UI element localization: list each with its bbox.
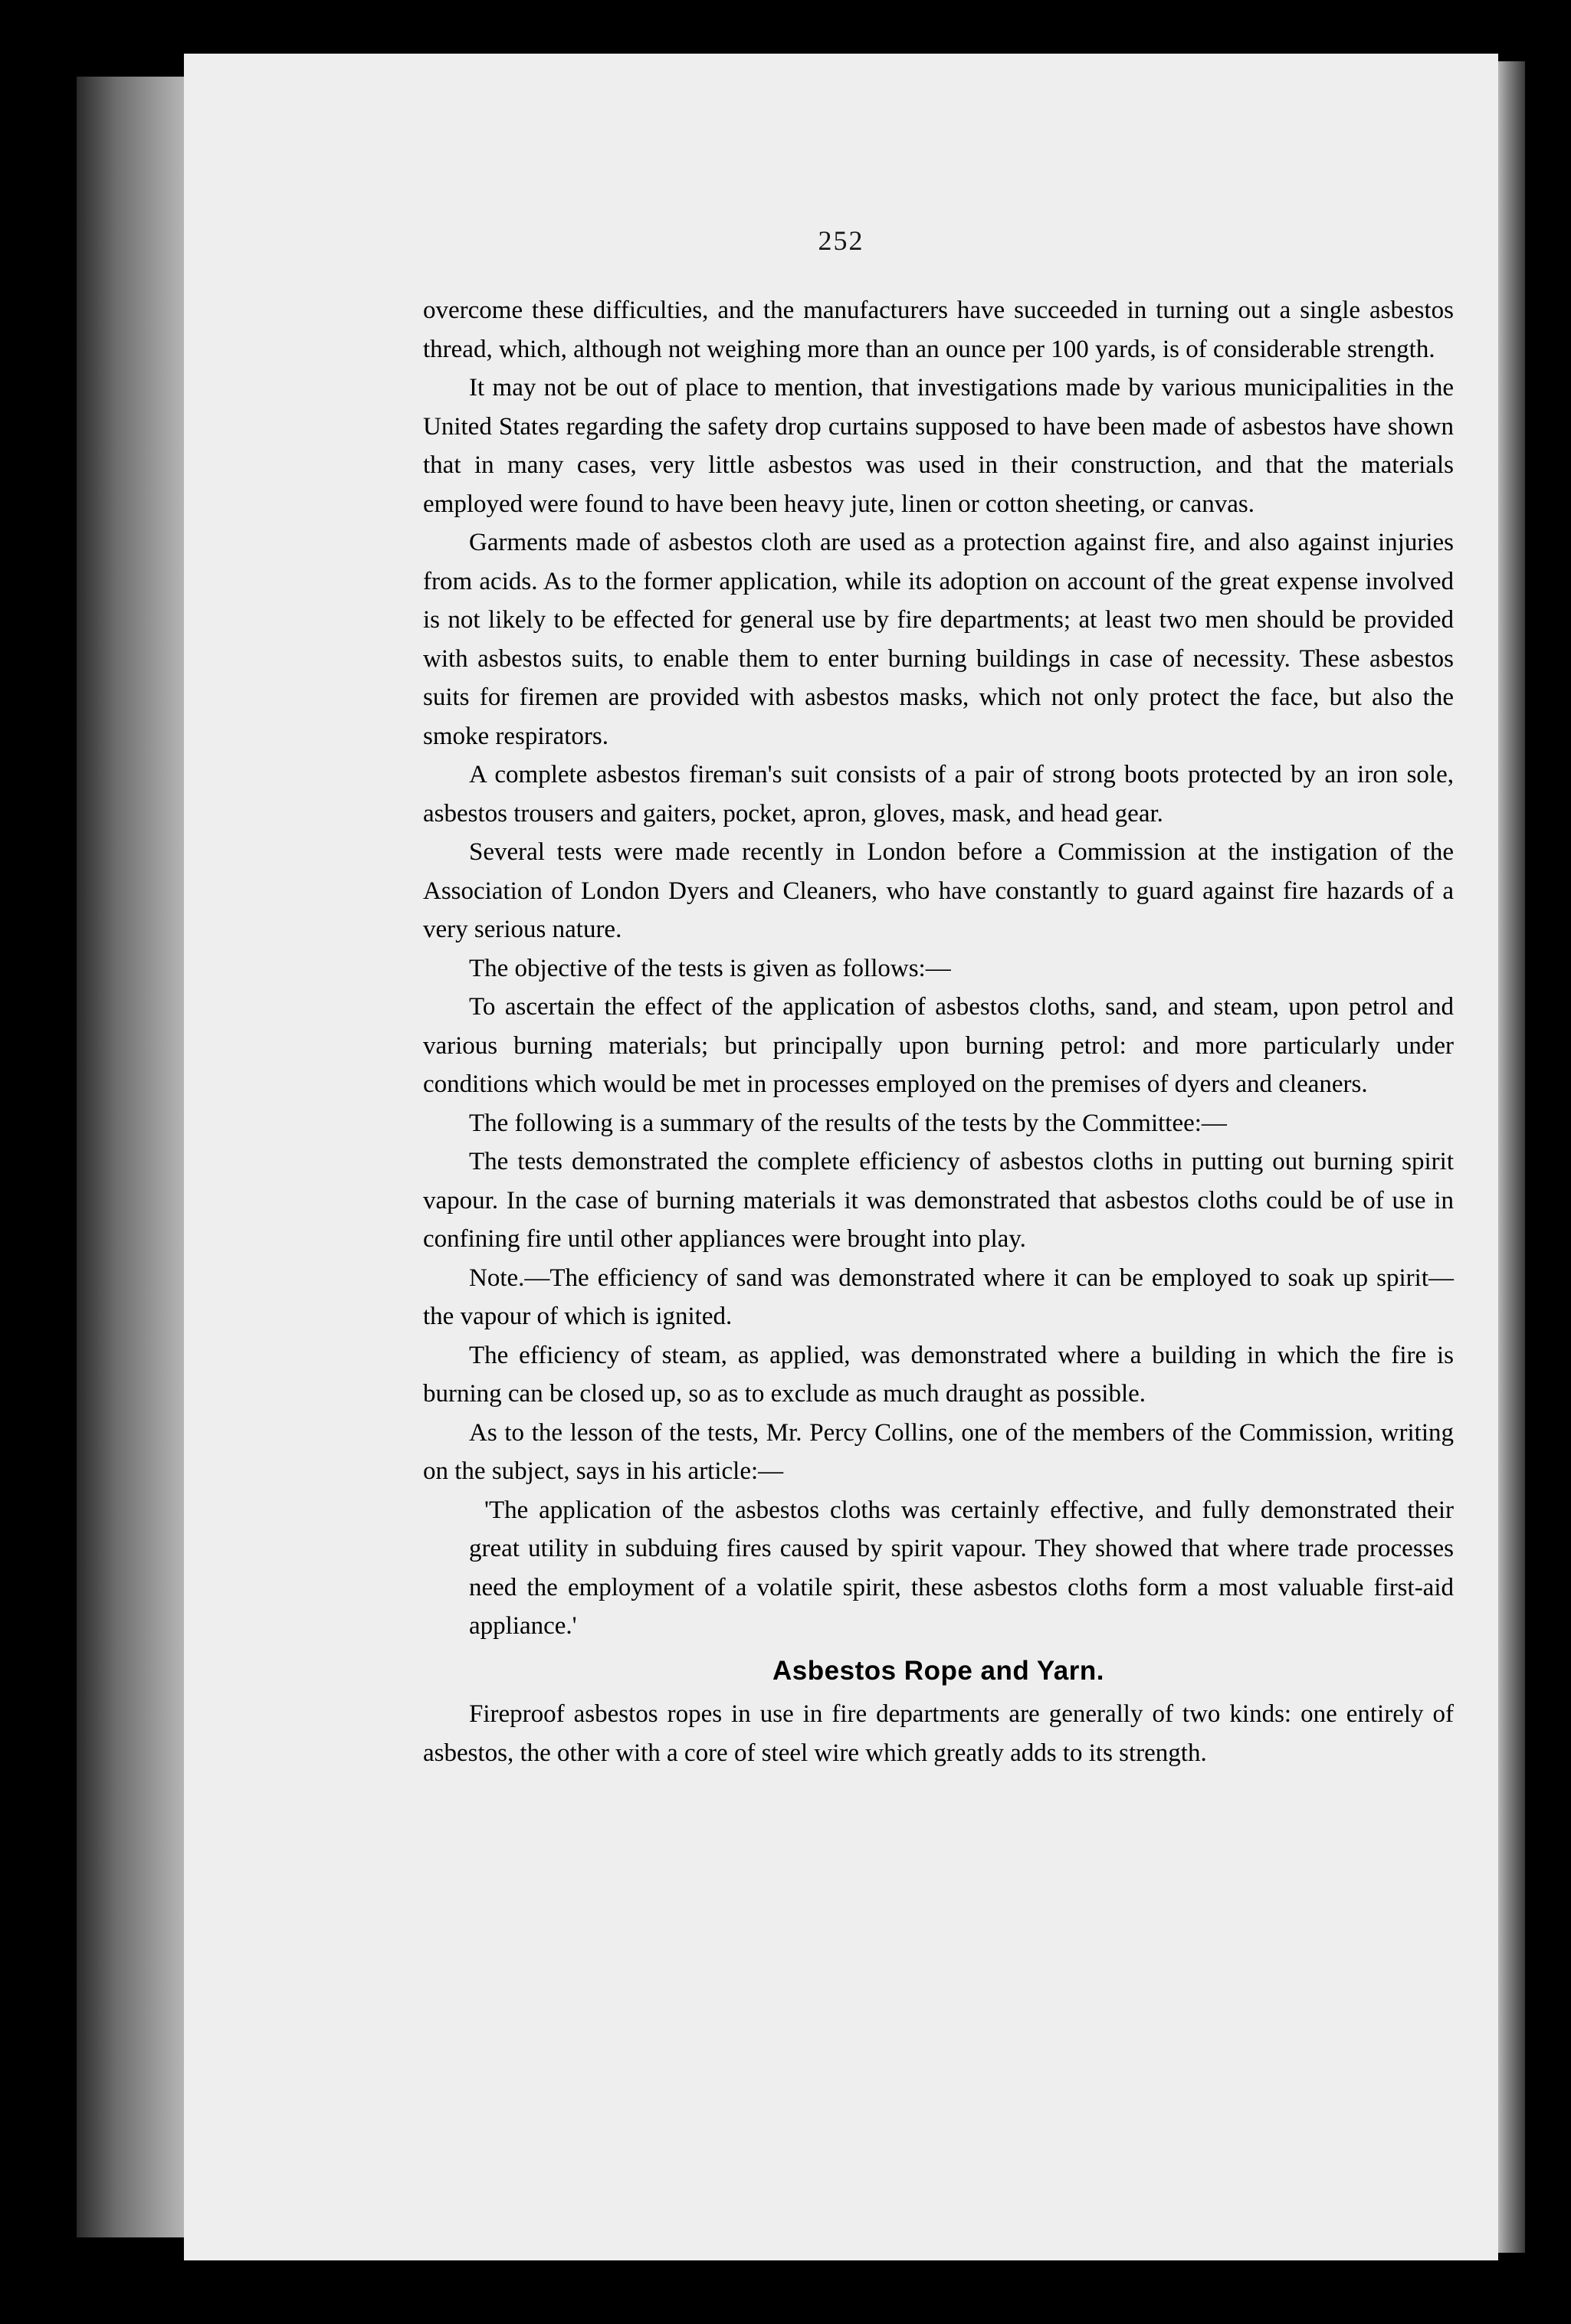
section-heading: Asbestos Rope and Yarn. <box>772 1655 1104 1686</box>
page-edge-right <box>1494 61 1525 2253</box>
paragraph: Garments made of asbestos cloth are used as a protection against fire, and also against injuries from acids. As to the former application, while its adoption on account of the great expense involved is not likely to be effected for general use by fire departments; at least two men should be provided with asbestos suits, to enable them to enter burning buildings in case of necessity. These asbestos suits for firemen are provided with asbestos masks, which not only protect the face, but also the smoke respirators. <box>423 529 1454 750</box>
paragraph: A complete asbestos fireman's suit consists of a pair of strong boots protected by an iron sole, asbestos trousers and gaiters, pocket, apron, gloves, mask, and head gear. <box>423 761 1454 828</box>
paragraph: It may not be out of place to mention, that investigations made by various municipalities in the United States regarding the safety drop curtains supposed to have been made of asbestos have shown that in many cases, very little asbestos was used in their construction, and that the materials employed were found to have been heavy jute, linen or cotton sheeting, or canvas. <box>423 374 1454 518</box>
paragraph: Fireproof asbestos ropes in use in fire departments are generally of two kinds: one entirely of asbestos, the other with a core of steel wire which greatly adds to its strength. <box>423 1700 1454 1767</box>
paragraph: The tests demonstrated the complete efficiency of asbestos cloths in putting out burning spirit vapour. In the case of burning materials it was demonstrated that asbestos cloths could be of use in confining fire until other appliances were brought into play. <box>423 1148 1454 1253</box>
body-text <box>423 291 1454 1772</box>
block-quote: 'The application of the asbestos cloths was certainly effective, and fully demonstrated their great utility in subduing fires caused by spirit vapour. They showed that where trade processes need the employment of a volatile spirit, these asbestos cloths form a most valuable first-aid appliance.' <box>469 1496 1454 1640</box>
paragraph: The objective of the tests is given as follows:— <box>469 954 951 982</box>
paragraph: Note.—The efficiency of sand was demonstrated where it can be employed to soak up spirit—the vapour of which is ignited. <box>423 1264 1454 1330</box>
paragraph: The efficiency of steam, as applied, was demonstrated where a building in which the fire is burning can be closed up, so as to exclude as much draught as possible. <box>423 1341 1454 1408</box>
paragraph: As to the lesson of the tests, Mr. Percy Collins, one of the members of the Commission, writing on the subject, says in his article:— <box>423 1418 1454 1485</box>
page-number: 252 <box>818 225 864 256</box>
paragraph: overcome these difficulties, and the manufacturers have succeeded in turning out a single asbestos thread, which, although not weighing more than an ounce per 100 yards, is of considerable strength. <box>423 297 1454 363</box>
paragraph: To ascertain the effect of the application of asbestos cloths, sand, and steam, upon petrol and various burning materials; but principally upon burning petrol: and more particularly under conditions which would be met in processes employed on the premises of dyers and cleaners. <box>423 993 1454 1098</box>
book-spine-edge <box>77 77 192 2237</box>
paragraph: Several tests were made recently in London before a Commission at the instigation of the Association of London Dyers and Cleaners, who have constantly to guard against fire hazards of a very serious nature. <box>423 838 1454 943</box>
paragraph: The following is a summary of the results of the tests by the Committee:— <box>469 1109 1227 1137</box>
